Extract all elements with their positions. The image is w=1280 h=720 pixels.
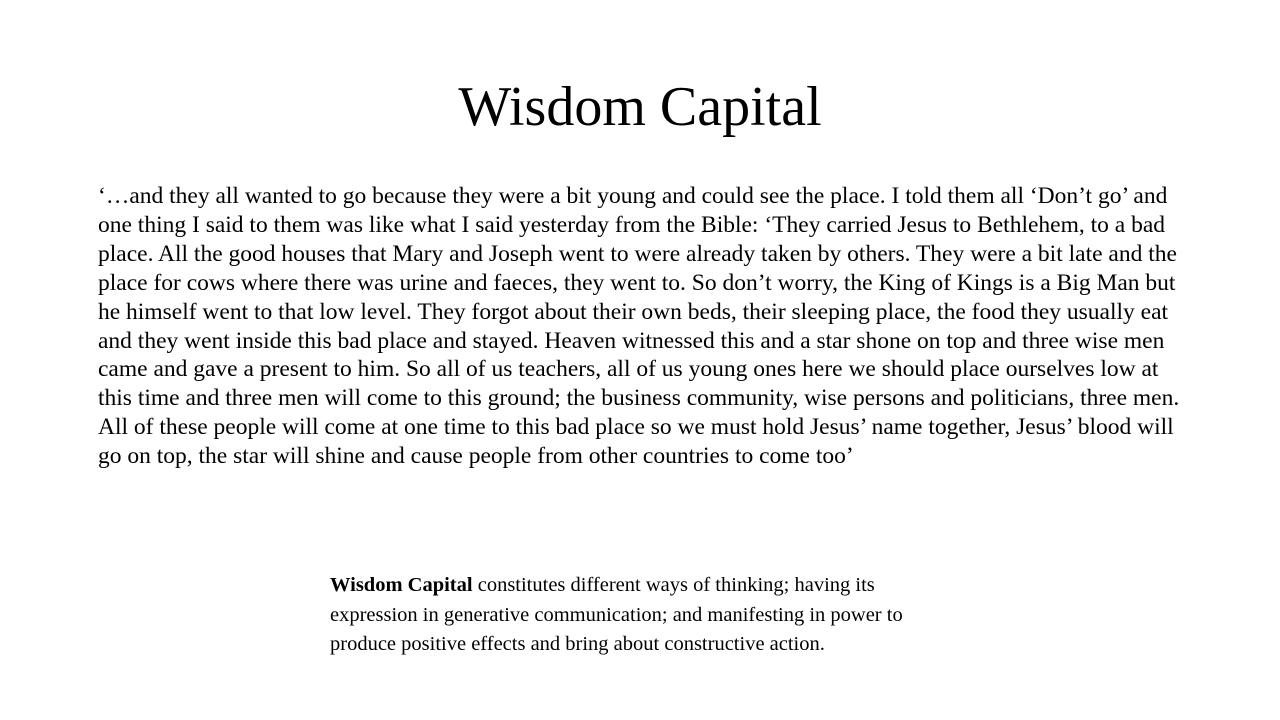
definition-paragraph [330,571,950,660]
slide-title: Wisdom Capital [458,76,822,138]
definition-text: constitutes different ways of thinking; having its expression in generative communication; and manifesting in power to produce positive effects and bring about constructive action. [330,574,903,655]
quote-paragraph: ‘…and they all wanted to go because they were a bit young and could see the place. I told them all ‘Don’t go’ and one thing I said to them was like what I said yesterday from the Bible: ‘They carried Jesus to Bethlehem, to a bad place. All the good houses that Mary and Joseph went to were already taken by others. They were a bit late and the place for cows where there was urine and faeces, they went to. So don’t worry, the King of Kings is a Big Man but he himself went to that low level. They forgot about their own beds, their sleeping place, the food they usually eat and they went inside this bad place and stayed. Heaven witnessed this and a star shone on top and three wise men came and gave a present to him. So all of us teachers, all of us young ones here we should place ourselves low at this time and three men will come to this ground; the business community, wise persons and politicians, three men. All of these people will come at one time to this bad place so we must hold Jesus’ name together, Jesus’ blood will go on top, the star will shine and cause people from other countries to come too’ [98,183,1180,470]
definition-term: Wisdom Capital [330,574,473,596]
